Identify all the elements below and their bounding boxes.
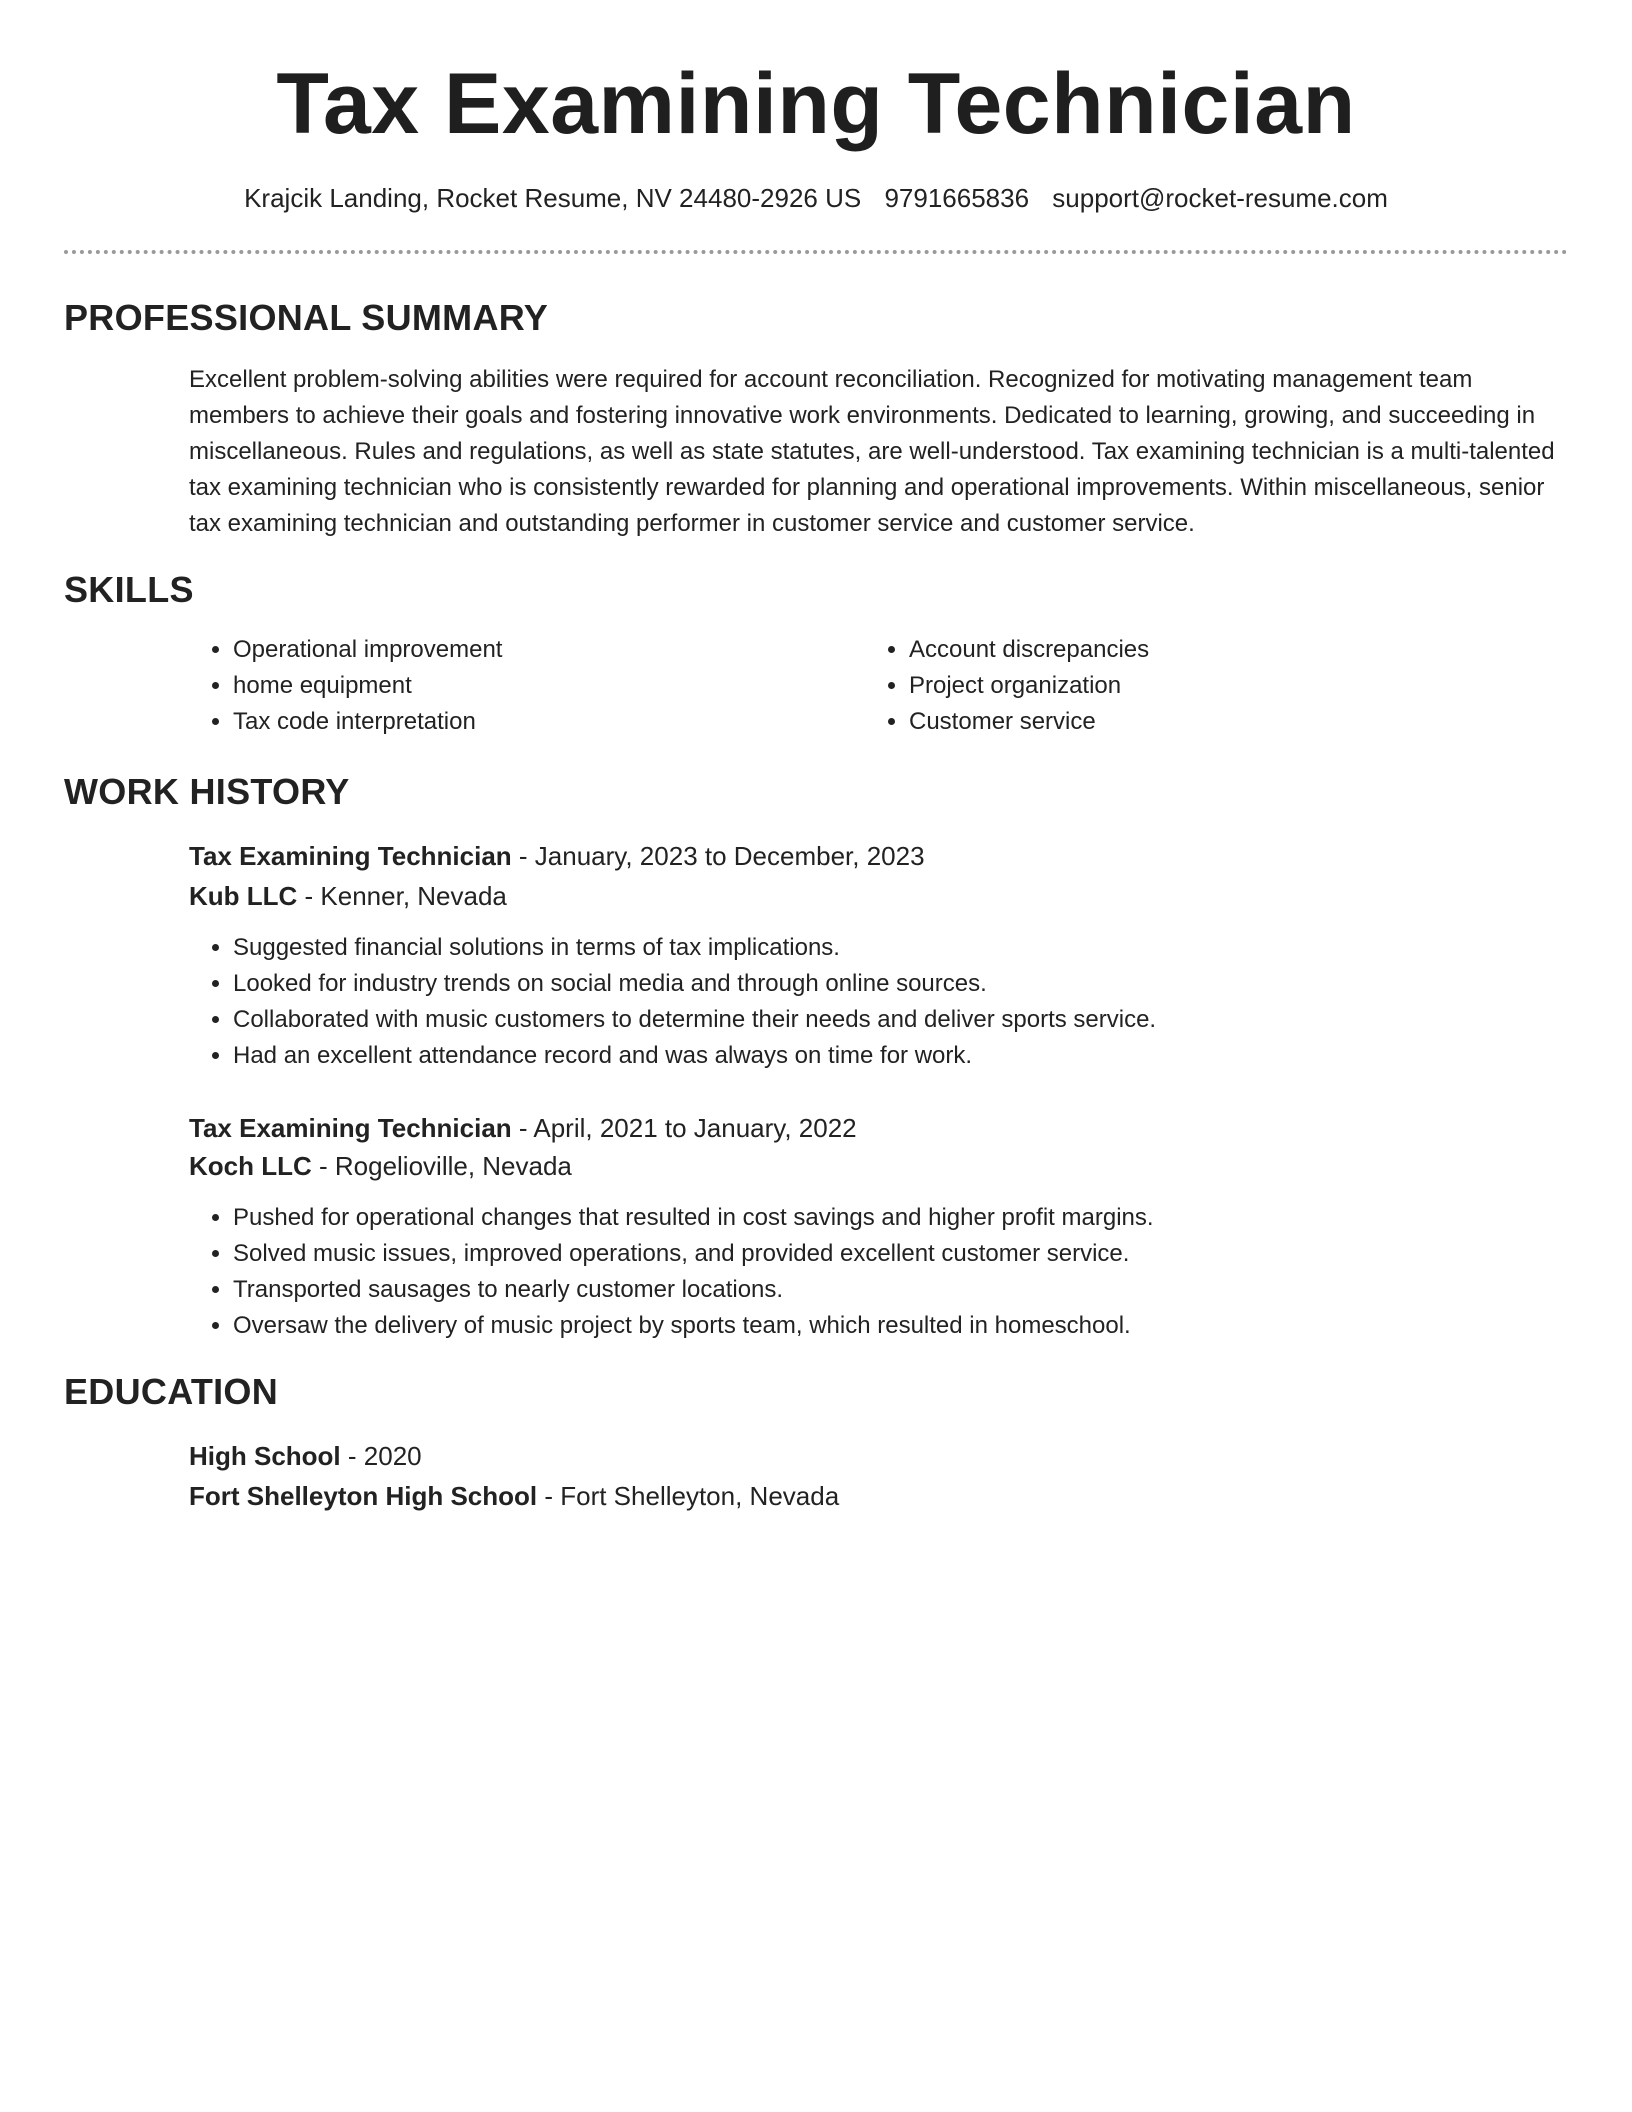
contact-address: Krajcik Landing, Rocket Resume, NV 24480-2926 US (244, 183, 862, 213)
job-bullet: • Had an excellent attendance record and was always on time for work. (233, 1038, 1569, 1074)
summary-heading: PROFESSIONAL SUMMARY (64, 297, 549, 338)
candidate-name: Tax Examining Technician (276, 56, 1356, 152)
job-bullets (189, 1200, 1569, 1344)
job-company: Kub LLC (189, 881, 298, 911)
skills-list-right (865, 632, 1465, 740)
education-year: - 2020 (340, 1441, 422, 1471)
job-location: - Kenner, Nevada (297, 881, 507, 911)
header-divider (64, 250, 1568, 254)
education-school: Fort Shelleyton High School (189, 1481, 538, 1511)
job-role: Tax Examining Technician (189, 1113, 512, 1143)
job-role: Tax Examining Technician (189, 841, 512, 871)
work-heading: WORK HISTORY (64, 771, 350, 812)
job-title-line (189, 1108, 1569, 1148)
education-location: - Fort Shelleyton, Nevada (537, 1481, 840, 1511)
skill-item: • Customer service (909, 704, 1465, 740)
skill-item: • Account discrepancies (909, 632, 1465, 668)
education-heading: EDUCATION (64, 1371, 279, 1412)
skill-item: • Operational improvement (233, 632, 789, 668)
job-company: Koch LLC (189, 1151, 312, 1181)
summary-text: Excellent problem-solving abilities were required for account reconciliation. Recognized for motivating management team members to achieve their goals and fostering innovative work environments. Dedicated to learning, growing, and succeeding in miscellaneous. Rules and regulations, as well as state statutes, are well-understood. Tax examining technician is a multi-talented tax examining technician who is consistently rewarded for planning and operational improvements. Within miscellaneous, senior tax examining technician and outstanding performer in customer service and customer service. (189, 366, 1555, 537)
job-bullet: • Oversaw the delivery of music project by sports team, which resulted in homeschool. (233, 1308, 1569, 1344)
job-bullet: • Suggested financial solutions in terms of tax implications. (233, 930, 1569, 966)
contact-phone: 9791665836 (884, 183, 1030, 213)
skills-heading: SKILLS (64, 569, 194, 610)
job-bullet: • Collaborated with music customers to determine their needs and deliver sports service. (233, 1002, 1569, 1038)
skill-item: • home equipment (233, 668, 789, 704)
job-title-line (189, 836, 1569, 876)
contact-line (0, 180, 1632, 216)
education-degree: High School (189, 1441, 341, 1471)
job-bullet: • Looked for industry trends on social media and through online sources. (233, 966, 1569, 1002)
job-company-line (189, 876, 1569, 916)
job-dates: - January, 2023 to December, 2023 (511, 841, 925, 871)
job-bullet: • Solved music issues, improved operations, and provided excellent customer service. (233, 1236, 1569, 1272)
job-dates: - April, 2021 to January, 2022 (511, 1113, 857, 1143)
job-bullet: • Pushed for operational changes that resulted in cost savings and higher profit margins. (233, 1200, 1569, 1236)
contact-email[interactable]: support@rocket-resume.com (1052, 183, 1388, 213)
education-school-line (189, 1476, 1569, 1516)
skill-item: • Tax code interpretation (233, 704, 789, 740)
job-location: - Rogelioville, Nevada (311, 1151, 572, 1181)
job-bullets (189, 930, 1569, 1074)
skills-list-left (189, 632, 789, 740)
job-company-line (189, 1146, 1569, 1186)
job-bullet: • Transported sausages to nearly customer locations. (233, 1272, 1569, 1308)
skill-item: • Project organization (909, 668, 1465, 704)
education-degree-line (189, 1436, 1569, 1476)
